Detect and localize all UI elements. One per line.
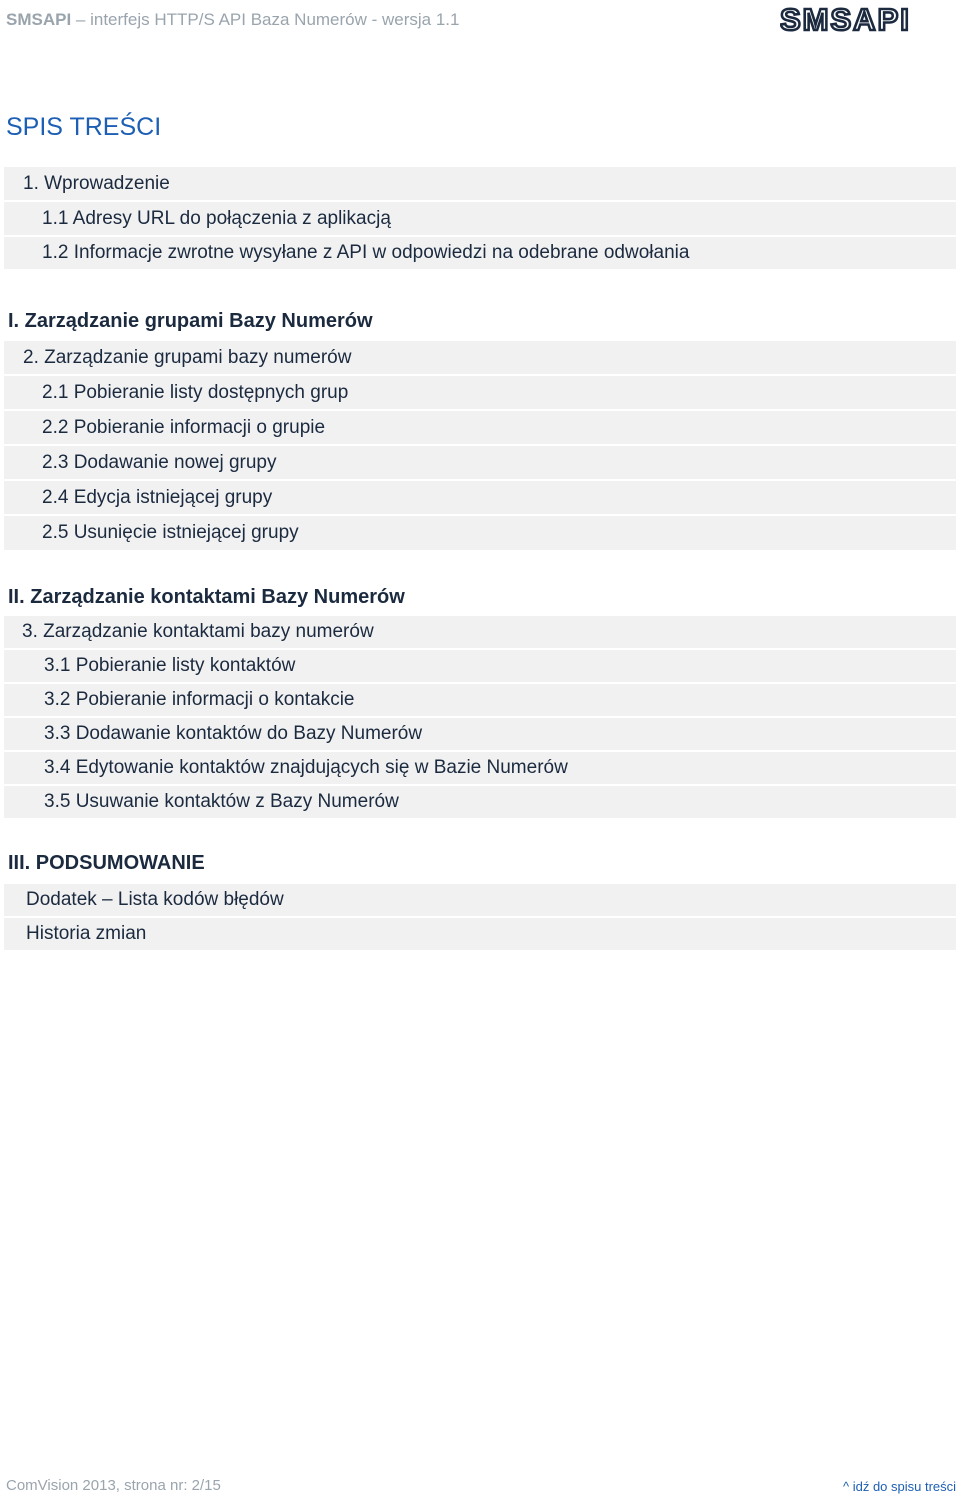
toc-link-3-4[interactable] [4,752,956,786]
toc-link-1-1[interactable] [4,202,956,237]
toc-link-label: 1.2 Informacje zwrotne wysyłane z API w odpowiedzi na odebrane odwołania [42,242,690,263]
toc-section-heading-2[interactable]: II. Zarządzanie kontaktami Bazy Numerów [8,586,405,608]
toc-link-appendix[interactable] [4,884,956,918]
smsapi-logo [780,4,950,34]
toc-link-3-5[interactable] [4,786,956,820]
toc-link-label: Historia zmian [26,923,147,944]
logo-wordmark: SMSAPI [780,4,911,34]
toc-link-intro[interactable] [4,167,956,202]
toc-link-label: 2.3 Dodawanie nowej grupy [42,451,277,473]
toc-link-label: 1.1 Adresy URL do połączenia z aplikacją [42,207,391,229]
toc-link-label: 3. Zarządzanie kontaktami bazy numerów [22,621,374,642]
toc-link-label: 3.5 Usuwanie kontaktów z Bazy Numerów [44,791,399,812]
toc-link-1-2[interactable] [4,237,956,271]
toc-section-heading-3[interactable]: III. PODSUMOWANIE [8,852,205,874]
toc-link-label: 1. Wprowadzenie [23,172,170,194]
toc-link-changelog[interactable] [4,918,956,952]
toc-link-label: 3.3 Dodawanie kontaktów do Bazy Numerów [44,723,423,744]
toc-link-label: 3.2 Pobieranie informacji o kontakcie [44,689,355,710]
toc-link-2-4[interactable] [4,481,956,516]
header-subtitle: – interfejs HTTP/S API Baza Numerów - wersja 1.1 [71,10,460,29]
toc-link-3-3[interactable] [4,718,956,752]
toc-link-label: 2.5 Usunięcie istniejącej grupy [42,522,299,543]
toc-link-2-2[interactable] [4,411,956,446]
header-brand: SMSAPI [6,10,72,29]
page-header [0,0,960,40]
back-to-toc-link[interactable]: ^ idź do spisu treści [843,1479,957,1494]
toc-link-2-5[interactable] [4,516,956,552]
toc-link-2-3[interactable] [4,446,956,481]
toc-link-label: Dodatek – Lista kodów błędów [26,889,284,910]
toc-link-label: 2.4 Edycja istniejącej grupy [42,486,273,508]
toc-title: SPIS TREŚCI [6,113,162,141]
toc-link-2[interactable] [4,341,956,376]
toc-link-label: 2.1 Pobieranie listy dostępnych grup [42,381,349,403]
toc-link-label: 2. Zarządzanie grupami bazy numerów [23,346,352,368]
toc-link-3-2[interactable] [4,684,956,718]
footer-page-info: ComVision 2013, strona nr: 2/15 [6,1477,221,1494]
header-title [6,10,460,30]
toc-link-3[interactable] [4,616,956,650]
toc-section-heading-1[interactable]: I. Zarządzanie grupami Bazy Numerów [8,310,373,332]
toc-link-3-1[interactable] [4,650,956,684]
toc-link-label: 3.1 Pobieranie listy kontaktów [44,655,296,676]
toc-link-2-1[interactable] [4,376,956,411]
toc-link-label: 2.2 Pobieranie informacji o grupie [42,416,326,438]
toc-link-label: 3.4 Edytowanie kontaktów znajdujących się w Bazie Numerów [44,757,568,778]
